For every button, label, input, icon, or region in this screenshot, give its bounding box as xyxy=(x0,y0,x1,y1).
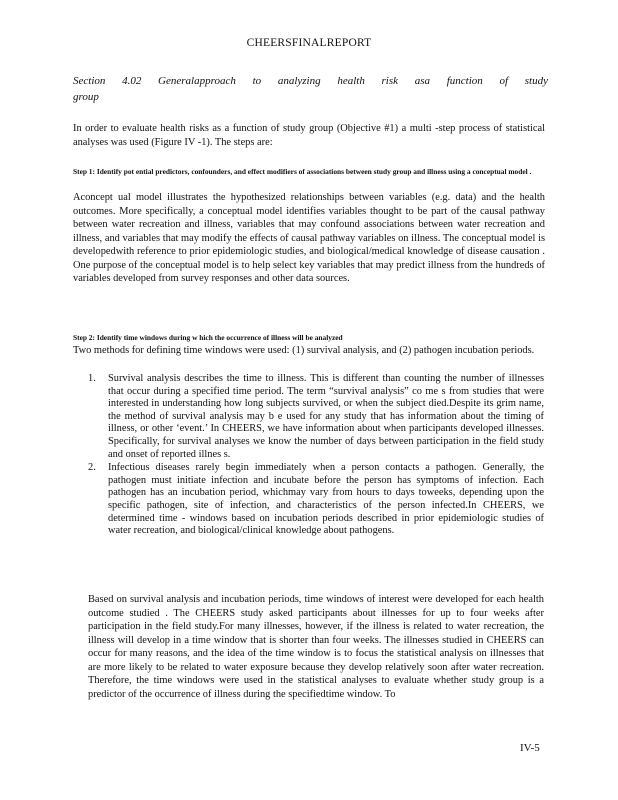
list-item-number: 1. xyxy=(88,373,96,384)
step2-heading: Step 2: Identify time windows during w hich the occurrence of illness will be analyzed xyxy=(73,333,343,342)
methods-list xyxy=(88,373,544,538)
report-header: CHEERSFINALREPORT xyxy=(246,37,372,49)
closing-paragraph: Based on survival analysis and incubation periods, time windows of interest were developed for each health outcome studied . The CHEERS study asked participants about illnesses for up to four weeks after participation in the field study.For many illnesses, however, if the illness is related to water recreation, the illness will develop in a time window that is shorter than four weeks. The illnesses studied in CHEERS can occur for many reasons, and the idea of the time window is to focus the statistical analysis on illnesses that are more likely to be related to water exposure because they develop relatively soon after water recreation. Therefore, the time windows were used in the statistical analyses to evaluate whether study group is a predictor of the occurrence of illness during the specifiedtime window. To xyxy=(88,594,544,700)
intro-paragraph: In order to evaluate health risks as a function of study group (Objective #1) a multi -step process of statistical analyses was used (Figure IV -1). The steps are: xyxy=(73,123,545,148)
step1-paragraph: Aconcept ual model illustrates the hypothesized relationships between variables (e.g. data) and the health outcomes. More specifically, a conceptual model identifies variables thought to be part of the causal pathway between water recreation and illness, variables that may confound associations between water recreation and illness, and variables that may modify the effects of causal pathway variables on illness. The conceptual model is developedwith reference to prior epidemiologic studies, and biological/medical knowledge of disease causation . One purpose of the conceptual model is to help select key variables that may predict illness from the hundreds of variables developed from survey responses and other data sources. xyxy=(73,192,545,284)
step1-heading: Step 1: Identify pot ential predictors, confounders, and effect modifiers of associations between study group and illness using a conceptual model . xyxy=(73,167,532,176)
list-item-text: Survival analysis describes the time to illness. This is different than counting the number of illnesses that occur during a specified time period. The term “survival analysis” co me s from studies that were interested in understanding how long subjects survived, or when the subject died.Despite its grim name, the method of survival analysis may b e used for any study that has information about the timing of illness, or other ‘event.’ In CHEERS, we have information about when participants developed illnesses. Specifically, for survival analyses we know the number of days between participation in the field study and onset of reported illnes s. xyxy=(108,373,544,460)
step2-paragraph: Two methods for defining time windows were used: (1) survival analysis, and (2) pathogen incubation periods. xyxy=(73,345,535,356)
section-title-continuation: group xyxy=(73,91,99,103)
page-number: IV-5 xyxy=(520,742,540,754)
section-title: Section 4.02 Generalapproach to analyzing health risk asa function of study xyxy=(73,75,548,87)
list-item xyxy=(88,373,544,461)
list-item-number: 2. xyxy=(88,462,96,474)
list-item-text: Infectious diseases rarely begin immediately when a person contacts a pathogen. Generally, the pathogen must initiate infection and incubate before the person has symptoms of infection. Each pathogen has an incubation period, whichmay vary from hours to days toweeks, depending upon the specific pathogen, site of infection, and characteristics of the person infected.In CHEERS, we determined time - windows based on incubation periods described in prior epidemiologic studies of water recreation, and biological/clinical knowledge about pathogens. xyxy=(108,462,544,537)
list-item xyxy=(88,462,544,538)
